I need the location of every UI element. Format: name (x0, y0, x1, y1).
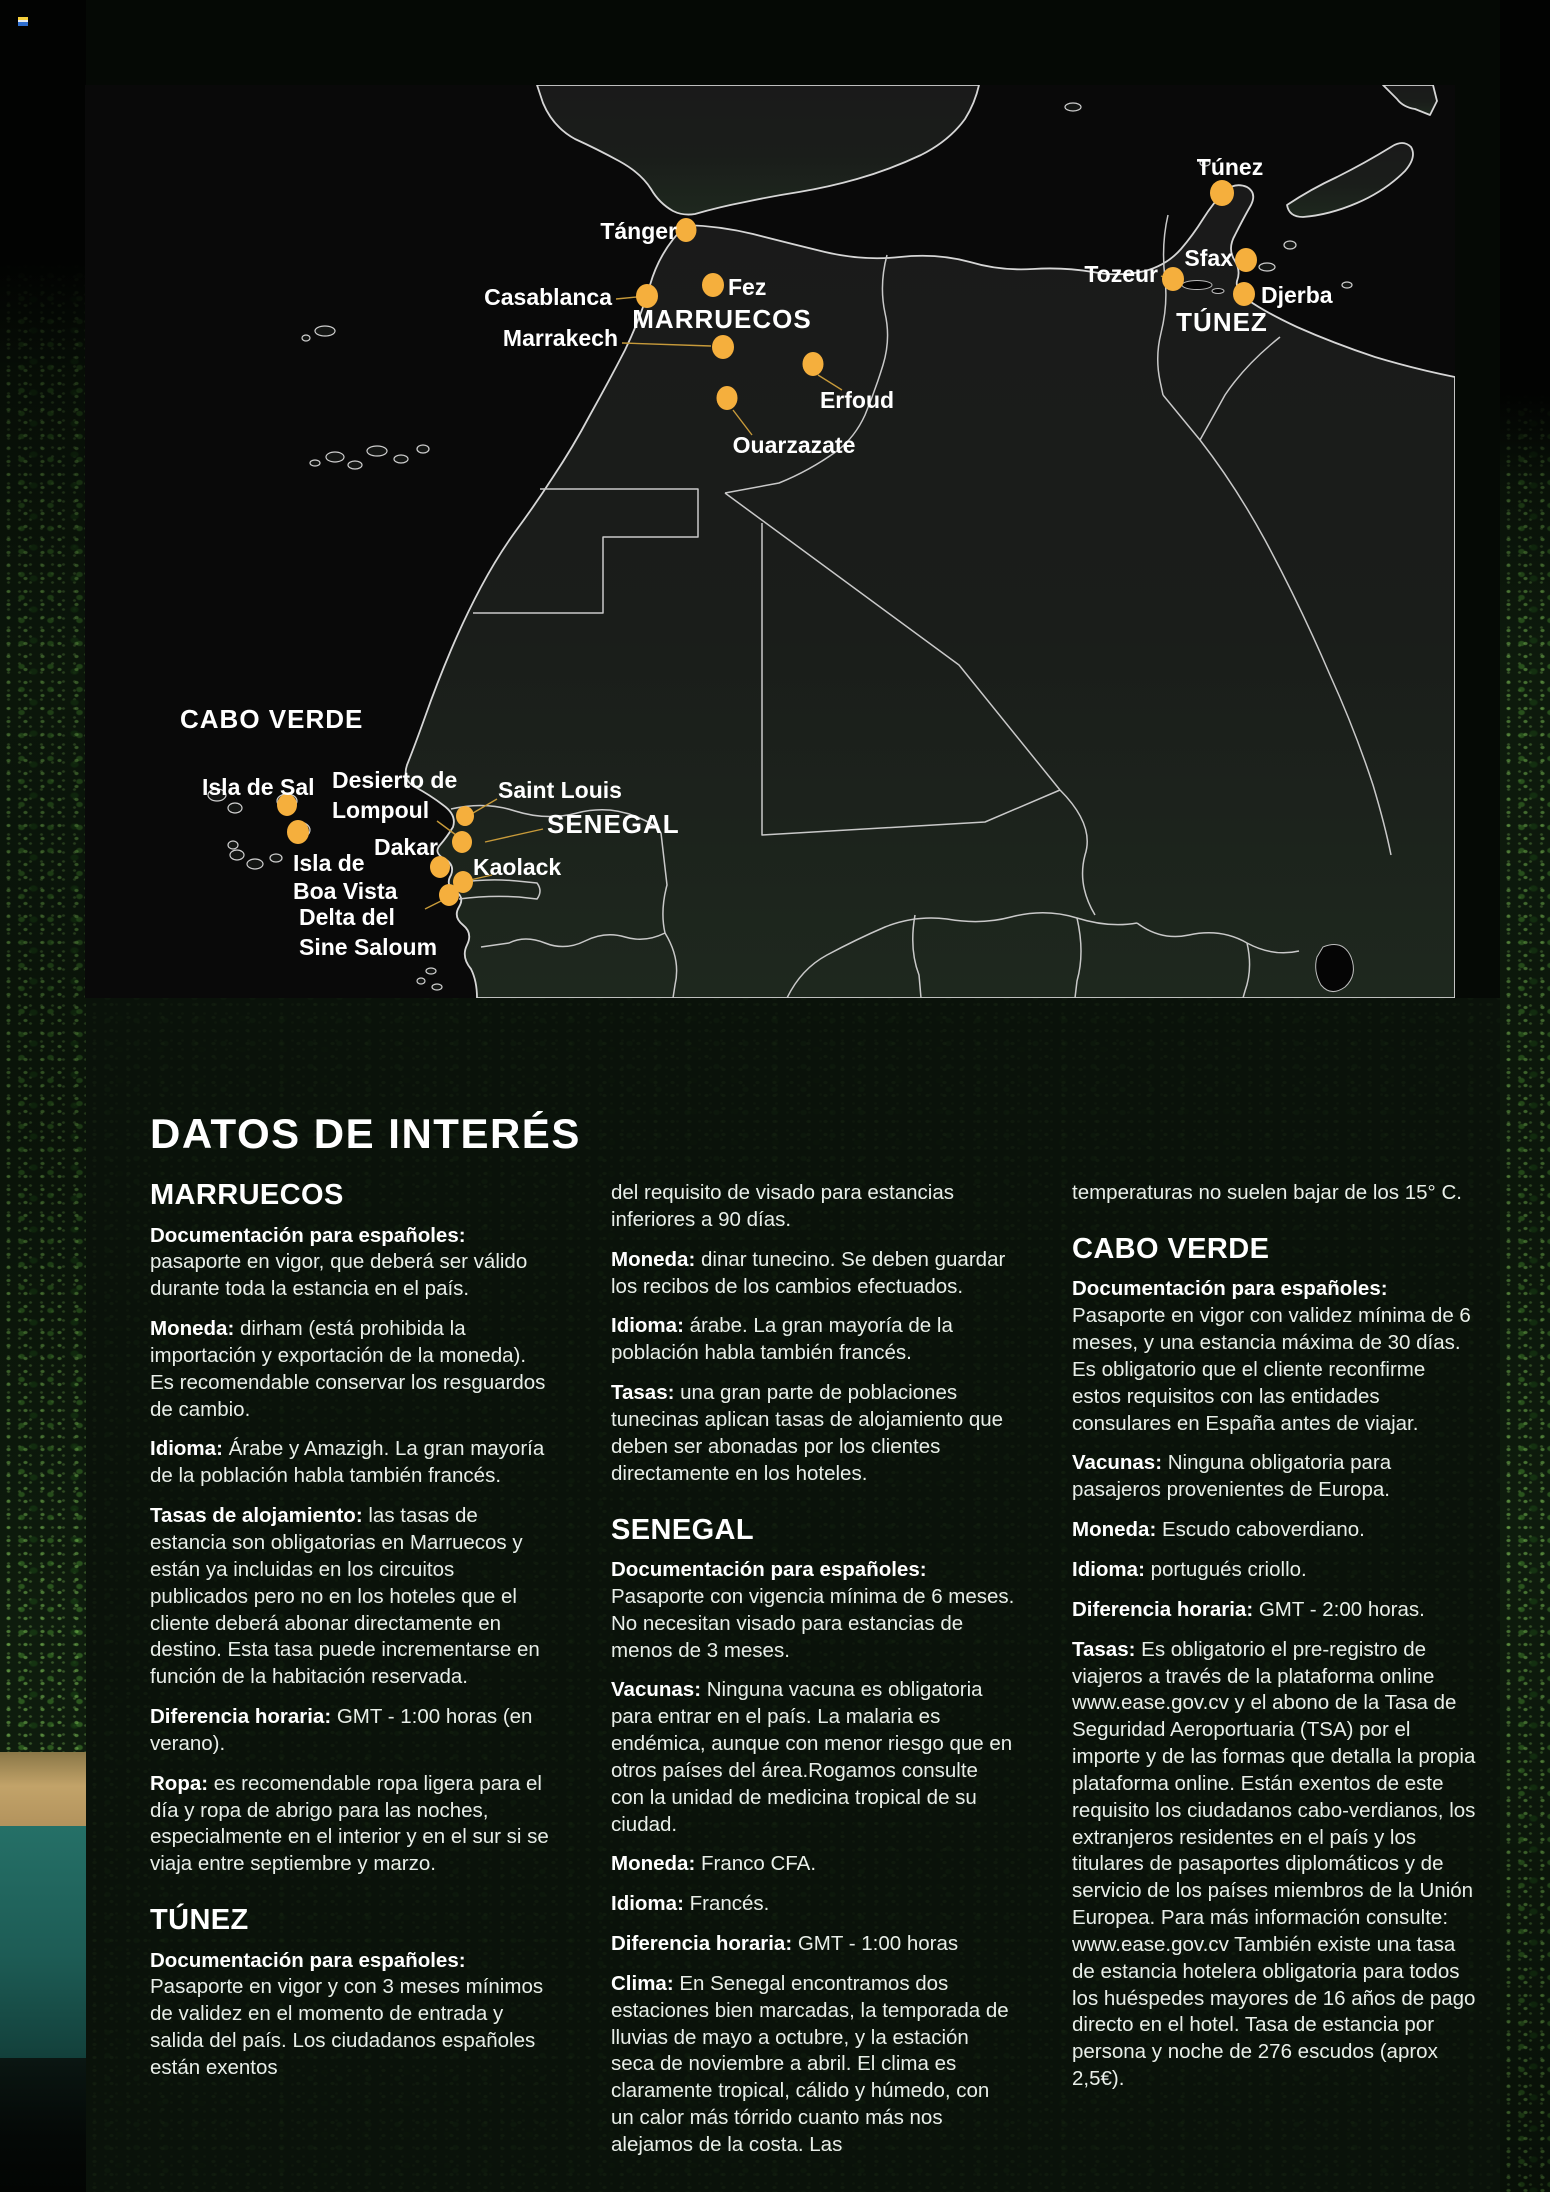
field-label: Ropa: (150, 1771, 209, 1795)
foliage-shadow (1500, 0, 1550, 2192)
field-label: Vacunas: (611, 1678, 702, 1702)
label-tozeur: Tozeur (1084, 261, 1158, 287)
field-text: En Senegal encontramos dos estaciones bien marcadas, la temporada de lluvias de mayo a octubre, y la estación seca de noviembre a abril. El clima es claramente tropical, cálido y húmedo, con un calor más tórrido cuanto más nos alejamos de la costa. Las (611, 1971, 1009, 2156)
label-marruecos-country: MARRUECOS (632, 304, 812, 334)
section-title-marruecos: MARRUECOS (150, 1179, 344, 1212)
field-label: Documentación para españoles: (1072, 1277, 1388, 1301)
field-text: Pasaporte con vigencia mínima de 6 meses. No necesitan visado para estancias de menos de 3 meses. (611, 1584, 1015, 1662)
field-text: una gran parte de poblaciones tunecinas aplican tasas de alojamiento que deben ser abonadas por los clientes directamente en los hoteles. (611, 1381, 1004, 1485)
label-tunez-city: Túnez (1196, 154, 1264, 180)
label-boa-vista-line2: Boa Vista (293, 878, 398, 904)
marker-tozeur (1162, 267, 1184, 291)
info-paragraph (1072, 1450, 1476, 1504)
info-paragraph (611, 1557, 1015, 1664)
label-tanger: Tánger (600, 218, 677, 244)
field-text: Ninguna obligatoria para pasajeros provenientes de Europa. (1072, 1451, 1392, 1502)
marker-delta-sine-saloum (439, 884, 459, 906)
label-dakar: Dakar (374, 834, 438, 860)
field-label: Documentación para españoles: (150, 1223, 466, 1247)
info-paragraph (150, 1948, 554, 2082)
label-tunez-country: TÚNEZ (1176, 307, 1268, 337)
italy-toe (1383, 85, 1437, 115)
field-label: Tasas: (1072, 1637, 1136, 1661)
field-text: Árabe y Amazigh. La gran mayoría de la población habla también francés. (150, 1437, 545, 1488)
marker-tanger (676, 218, 697, 242)
field-text: portugués criollo. (1150, 1557, 1307, 1581)
section-title-tunez: TÚNEZ (150, 1904, 249, 1937)
marker-lompoul (452, 831, 472, 853)
field-text: del requisito de visado para estancias inferiores a 90 días. (611, 1181, 955, 1231)
info-paragraph (611, 1931, 1015, 1958)
field-text: GMT - 2:00 horas. (1258, 1597, 1425, 1621)
label-casablanca: Casablanca (484, 284, 612, 310)
section-title-senegal: SENEGAL (611, 1513, 754, 1546)
info-paragraph (611, 1380, 1015, 1487)
field-label: Diferencia horaria: (1072, 1597, 1254, 1621)
field-label: Documentación para españoles: (150, 1948, 466, 1972)
field-label: Tasas de alojamiento: (150, 1504, 363, 1528)
label-kaolack: Kaolack (473, 854, 562, 880)
info-paragraph (1072, 1637, 1476, 2093)
label-ouarzazate: Ouarzazate (732, 432, 856, 458)
info-paragraph (1072, 1517, 1476, 1544)
info-paragraph (611, 1313, 1015, 1367)
marker-tunez (1210, 180, 1234, 206)
field-label: Moneda: (611, 1852, 696, 1876)
label-desierto-line2: Lompoul (332, 797, 430, 823)
info-paragraph (150, 1436, 554, 1490)
field-text: temperaturas no suelen bajar de los 15° C. (1072, 1181, 1462, 1205)
info-paragraph (1072, 1597, 1476, 1624)
marker-ouarzazate (717, 386, 738, 410)
field-label: Diferencia horaria: (611, 1932, 793, 1956)
field-label: Idioma: (150, 1437, 223, 1461)
marker-marrakech (712, 335, 734, 359)
beach-sand (0, 1752, 86, 1828)
columns (150, 1180, 1480, 2172)
info-paragraph (150, 1771, 554, 1878)
page-title: DATOS DE INTERÉS (150, 1110, 581, 1157)
field-text: las tasas de estancia son obligatorias en Marruecos y están ya incluidas en los circuitos publicados pero no en los hoteles que el cliente deberá abonar directamente en destino. Esta tasa puede incrementarse en función de la habitación reservada. (150, 1504, 540, 1689)
column-2 (611, 1180, 1015, 2172)
field-text: es recomendable ropa ligera para el día y ropa de abrigo para las noches, especialmente en el interior y en el sur si se viaja entre septiembre y marzo. (150, 1771, 549, 1876)
corner-flag-icon (18, 17, 28, 26)
field-text: árabe. La gran mayoría de la población habla también francés. (611, 1314, 953, 1365)
label-marrakech: Marrakech (502, 325, 618, 351)
field-text: dinar tunecino. Se deben guardar los recibos de los cambios efectuados. (611, 1247, 1006, 1298)
field-label: Moneda: (150, 1317, 235, 1341)
field-label: Vacunas: (1072, 1451, 1163, 1475)
background-photo-right-edge (1500, 0, 1550, 2192)
field-label: Idioma: (1072, 1557, 1145, 1581)
column-3 (1072, 1180, 1476, 2106)
label-isla-de-sal: Isla de Sal (202, 774, 315, 800)
field-label: Moneda: (1072, 1518, 1157, 1542)
label-fez: Fez (728, 274, 767, 300)
label-delta-line2: Sine Saloum (299, 934, 438, 960)
info-paragraph (150, 1704, 554, 1758)
marker-djerba (1233, 282, 1255, 306)
field-text: Escudo caboverdiano. (1161, 1518, 1365, 1542)
field-label: Tasas: (611, 1381, 675, 1405)
field-label: Diferencia horaria: (150, 1705, 332, 1729)
info-paragraph (1072, 1557, 1476, 1584)
label-saint-louis: Saint Louis (498, 777, 622, 803)
info-paragraph (611, 1851, 1015, 1878)
info-paragraph (611, 1247, 1015, 1301)
info-section (150, 1112, 1480, 2172)
africa-map (85, 85, 1455, 998)
field-text: Francés. (689, 1892, 770, 1916)
river-water (0, 1826, 86, 2062)
marker-sfax (1235, 248, 1257, 272)
info-paragraph (611, 1891, 1015, 1918)
field-text: GMT - 1:00 horas (797, 1932, 959, 1956)
iberia-landmass (537, 85, 979, 215)
label-delta-line1: Delta del (299, 904, 395, 930)
info-paragraph (1072, 1276, 1476, 1437)
marker-saint-louis (456, 806, 474, 826)
field-text: Franco CFA. (700, 1852, 817, 1876)
field-label: Clima: (611, 1971, 674, 1995)
info-paragraph (150, 1503, 554, 1691)
label-sfax: Sfax (1184, 245, 1233, 271)
map-panel (85, 85, 1455, 998)
field-text: Es obligatorio el pre-registro de viajeros a través de la plataforma online www.ease.gov.cv y el abono de la Tasa de Seguridad Aeroportuaria (TSA) por el importe y de las formas que detalla la propia plataforma online. Están exentos de este requisito los ciudadanos cabo-verdianos, los extranjeros residentes en el país y los titulares de pasaportes diplomáticos y de servicio de los países miembros de la Unión Europea. Para más información consulte: www.ease.gov.cv También existe una tasa de estancia hotelera obligatoria para todos los huéspedes mayores de 16 años de pago directo en el hotel. Tasa de estancia por persona y noche de 276 escudos (aprox 2,5€). (1072, 1637, 1476, 2091)
column-1 (150, 1180, 554, 2095)
section-title-cabo-verde: CABO VERDE (1072, 1232, 1270, 1265)
label-erfoud: Erfoud (819, 387, 895, 413)
field-label: Idioma: (611, 1314, 684, 1338)
field-label: Idioma: (611, 1892, 684, 1916)
field-text: Ninguna vacuna es obligatoria para entrar en el país. La malaria es endémica, aunque con menor riesgo que en otros países del área.Rogamos consulte con la unidad de medicina tropical de su ciudad. (611, 1678, 1013, 1836)
info-paragraph (150, 1223, 554, 1304)
info-paragraph (611, 1677, 1015, 1838)
marker-erfoud (803, 352, 824, 376)
field-text: Pasaporte en vigor y con 3 meses mínimos de validez en el momento de entrada y salida del país. Los ciudadanos españoles están exentos (150, 1975, 544, 2079)
label-djerba: Djerba (1261, 282, 1333, 308)
field-text: Pasaporte en vigor con validez mínima de 6 meses, y una estancia máxima de 30 días. Es obligatorio que el cliente reconfirme estos requisitos con las entidades consulares en España antes de viajar. (1072, 1304, 1471, 1435)
field-text: dirham (está prohibida la importación y exportación de la moneda). Es recomendable conservar los resguardos de cambio. (150, 1317, 546, 1421)
label-cabo-verde-country: CABO VERDE (180, 704, 364, 734)
field-label: Moneda: (611, 1247, 696, 1271)
dark-shore (0, 2058, 86, 2192)
field-label: Documentación para españoles: (611, 1557, 927, 1581)
label-senegal-country: SENEGAL (547, 809, 680, 839)
marker-fez (702, 273, 724, 297)
sicily-landmass (1287, 143, 1413, 217)
marker-boa-vista (287, 820, 309, 844)
field-text: GMT - 1:00 horas (en verano). (150, 1705, 533, 1755)
info-paragraph (150, 1316, 554, 1423)
background-photo-left-edge (0, 0, 86, 2192)
info-paragraph (611, 1971, 1015, 2159)
label-boa-vista-line1: Isla de (293, 850, 365, 876)
field-text: pasaporte en vigor, que deberá ser válido durante toda la estancia en el país. (150, 1250, 528, 1301)
info-paragraph (611, 1180, 1015, 1234)
label-desierto-line1: Desierto de (332, 767, 458, 793)
info-paragraph (1072, 1180, 1476, 1207)
